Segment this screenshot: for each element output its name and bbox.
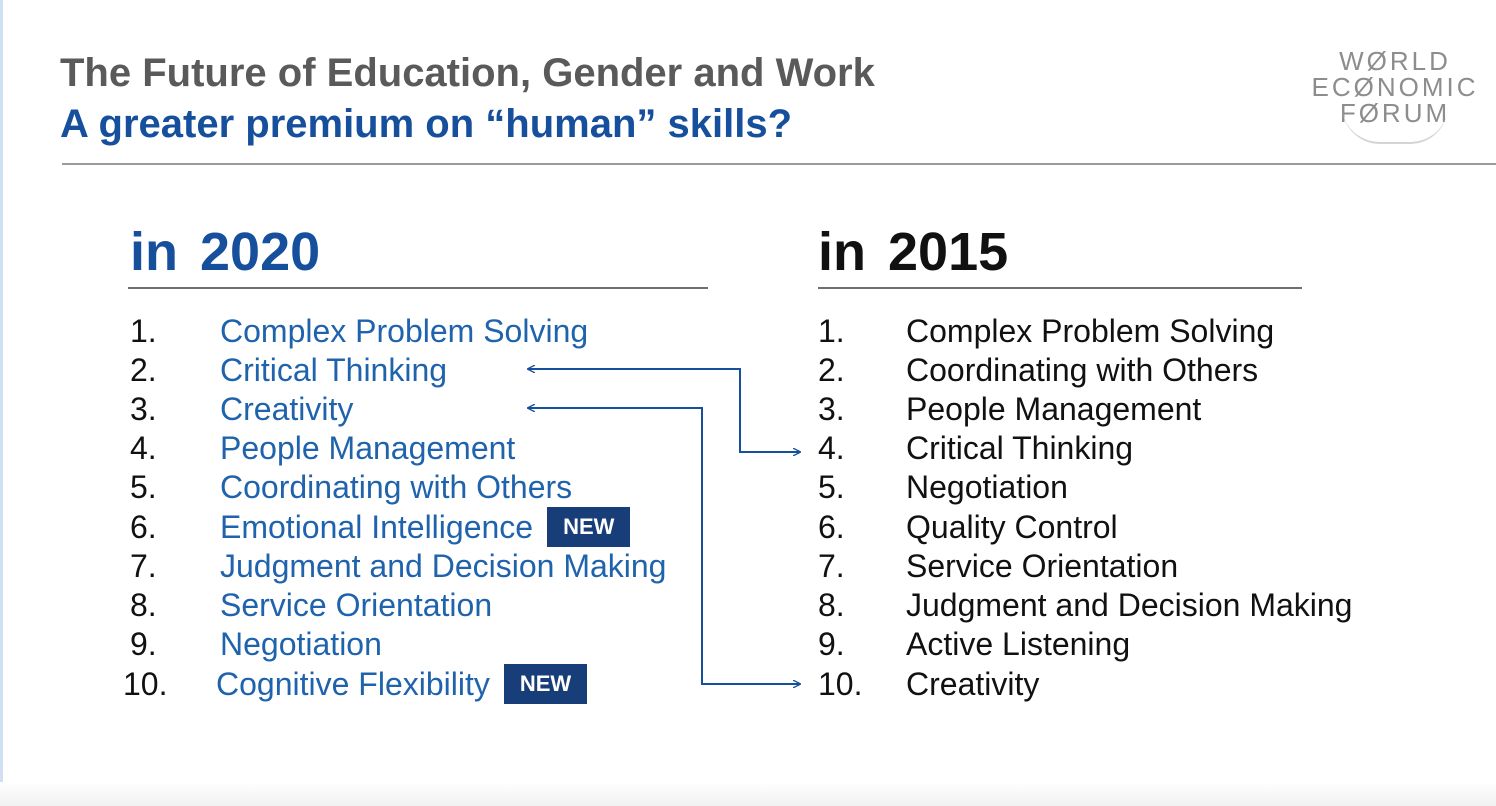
new-badge: NEW: [547, 507, 630, 547]
item-number: 10.: [123, 666, 168, 702]
item-skill: Service Orientation: [906, 548, 1179, 584]
item-number: 5.: [818, 469, 845, 505]
logo-line-1: WØRLD: [1339, 46, 1451, 76]
item-skill: Complex Problem Solving: [220, 313, 589, 349]
item-number: 1.: [818, 313, 845, 349]
item-skill: Judgment and Decision Making: [906, 587, 1353, 623]
item-number: 8.: [130, 587, 157, 623]
item-number: 6.: [818, 509, 845, 545]
item-number: 9.: [818, 626, 845, 662]
item-skill: Service Orientation: [220, 587, 493, 623]
item-number: 10.: [818, 666, 863, 702]
item-skill: People Management: [220, 430, 516, 466]
item-number: 8.: [818, 587, 845, 623]
page-subtitle: A greater premium on “human” skills?: [60, 102, 793, 146]
arrow-critical-thinking: [528, 369, 800, 452]
item-skill: Coordinating with Others: [220, 469, 573, 505]
item-number: 3.: [130, 391, 157, 427]
heading-prefix: in: [130, 222, 178, 282]
new-badge: NEW: [504, 664, 587, 704]
item-skill-label: Emotional Intelligence: [220, 509, 534, 545]
item-skill: Complex Problem Solving: [906, 313, 1275, 349]
item-skill-label: Cognitive Flexibility: [216, 666, 490, 702]
item-number: 2.: [130, 352, 157, 388]
item-skill: Judgment and Decision Making: [220, 548, 667, 584]
item-skill: Coordinating with Others: [906, 352, 1259, 388]
logo-line-3: FØRUM: [1339, 98, 1451, 128]
item-number: 7.: [130, 548, 157, 584]
item-number: 7.: [818, 548, 845, 584]
item-skill: Quality Control: [906, 509, 1118, 545]
heading-prefix: in: [818, 222, 866, 282]
bottom-shadow: [0, 782, 1496, 806]
arrow-creativity: [528, 408, 800, 684]
heading-year: 2020: [200, 222, 321, 282]
page-title: The Future of Education, Gender and Work: [60, 51, 875, 95]
item-skill: Creativity: [220, 391, 354, 427]
item-skill: Active Listening: [906, 626, 1131, 662]
item-skill: Critical Thinking: [220, 352, 448, 388]
item-number: 4.: [130, 430, 157, 466]
item-number: 3.: [818, 391, 845, 427]
item-number: 1.: [130, 313, 157, 349]
item-number: 4.: [818, 430, 845, 466]
item-number: 6.: [130, 509, 157, 545]
item-number: 2.: [818, 352, 845, 388]
item-skill: Negotiation: [906, 469, 1068, 505]
heading-year: 2015: [888, 222, 1009, 282]
item-skill: Negotiation: [220, 626, 382, 662]
item-skill: Critical Thinking: [906, 430, 1134, 466]
item-number: 5.: [130, 469, 157, 505]
item-skill: People Management: [906, 391, 1202, 427]
item-number: 9.: [130, 626, 157, 662]
logo-line-2: ECØNOMIC: [1311, 72, 1479, 102]
item-skill: Creativity: [906, 666, 1040, 702]
